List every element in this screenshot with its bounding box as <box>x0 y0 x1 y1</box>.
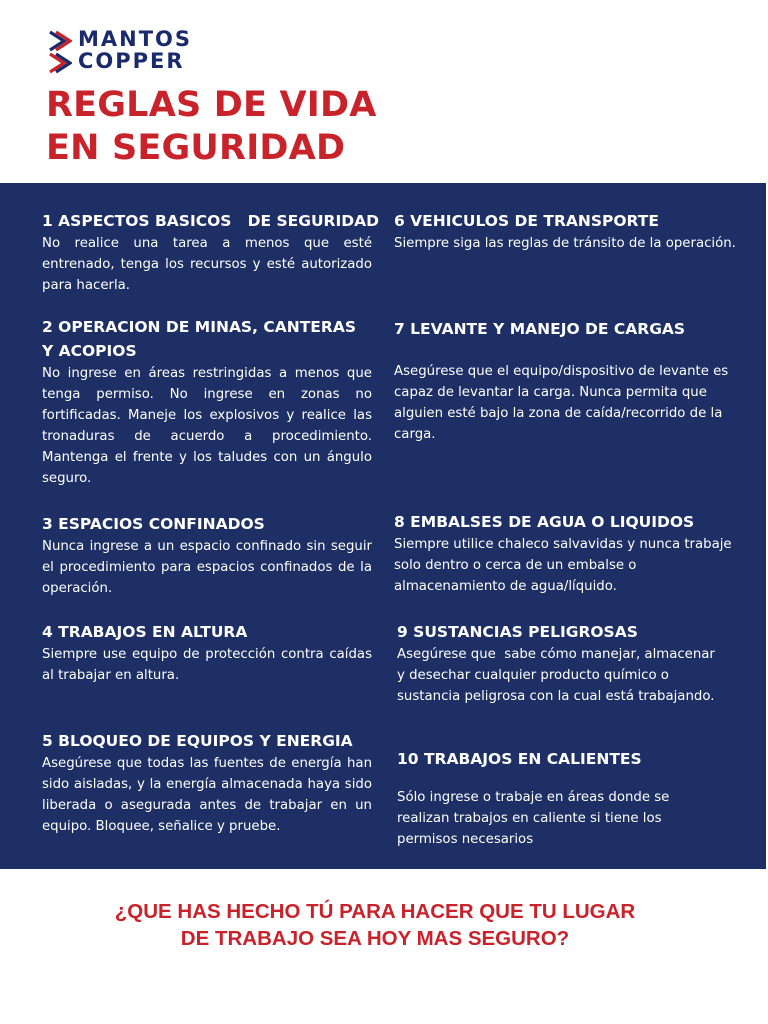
brand-name-line2: COPPER <box>78 49 185 73</box>
rule-body: Siempre use equipo de protección contra caídas al trabajar en altura. <box>42 647 372 683</box>
title-line1: REGLAS DE VIDA <box>46 85 377 125</box>
rules-panel <box>0 183 766 869</box>
rule-body: Nunca ingrese a un espacio confinado sin seguir el procedimiento para espacios confinados de la operación. <box>42 539 372 596</box>
rule-heading: 5 BLOQUEO DE EQUIPOS Y ENERGIA <box>42 732 353 750</box>
question-line2: DE TRABAJO SEA HOY MAS SEGURO? <box>180 927 570 950</box>
rule-4 <box>42 620 372 686</box>
rule-body: Asegúrese que sabe cómo manejar, almacenar y desechar cualquier producto químico o sustancia peligrosa con la cual está trabajando. <box>397 647 720 704</box>
rule-1 <box>42 209 379 296</box>
brand-name-line1: MANTOS <box>78 27 193 51</box>
rule-9 <box>397 620 753 707</box>
rule-heading: 4 TRABAJOS EN ALTURA <box>42 623 248 641</box>
rule-body: No ingrese en áreas restringidas a menos que tenga permiso. No ingrese en zonas no fortificadas. Maneje los explosivos y realice las tronaduras de acuerdo a procedimiento. Mantenga el frente y los taludes con un ángulo seguro. <box>42 366 372 486</box>
rule-body: Siempre utilice chaleco salvavidas y nunca trabaje solo dentro o cerca de un embalse o almacenamiento de agua/líquido. <box>394 537 741 594</box>
rule-5 <box>42 729 372 837</box>
rule-heading: 3 ESPACIOS CONFINADOS <box>42 515 265 533</box>
rule-8 <box>394 510 750 597</box>
logo-mark-icon <box>46 30 72 74</box>
rule-7 <box>394 317 750 445</box>
rule-3 <box>42 512 372 599</box>
rule-body: Asegúrese que todas las fuentes de energía han sido aisladas, y la energía almacenada haya sido liberada o asegurada antes de trabajar en un equipo. Bloquee, señalice y pruebe. <box>42 756 372 834</box>
rule-10 <box>397 747 753 850</box>
rule-heading: 6 VEHICULOS DE TRANSPORTE <box>394 212 659 230</box>
rule-body: Siempre siga las reglas de tránsito de la operación. <box>394 236 736 251</box>
title-line2: EN SEGURIDAD <box>46 128 346 168</box>
rule-heading: 1 ASPECTOS BASICOS DE SEGURIDAD <box>42 212 379 230</box>
question-line1: ¿QUE HAS HECHO TÚ PARA HACER QUE TU LUGAR <box>114 900 636 923</box>
rule-heading: 9 SUSTANCIAS PELIGROSAS <box>397 623 638 641</box>
closing-question <box>0 898 750 952</box>
rule-heading: 7 LEVANTE Y MANEJO DE CARGAS <box>394 320 686 338</box>
rule-6 <box>394 209 750 254</box>
page-title <box>46 84 377 170</box>
rule-heading: 8 EMBALSES DE AGUA O LIQUIDOS <box>394 513 695 531</box>
rule-heading: 10 TRABAJOS EN CALIENTES <box>397 750 642 768</box>
rule-heading: 2 OPERACION DE MINAS, CANTERAS Y ACOPIOS <box>42 318 356 360</box>
rule-body: Asegúrese que el equipo/dispositivo de levante es capaz de levantar la carga. Nunca permita que alguien esté bajo la zona de caída/recorrido de la carga. <box>394 364 729 442</box>
rule-body: No realice una tarea a menos que esté entrenado, tenga los recursos y esté autorizado para hacerla. <box>42 236 372 293</box>
rule-body: Sólo ingrese o trabaje en áreas donde se realizan trabajos en caliente si tiene los permisos necesarios <box>397 790 678 847</box>
rule-2 <box>42 315 372 489</box>
